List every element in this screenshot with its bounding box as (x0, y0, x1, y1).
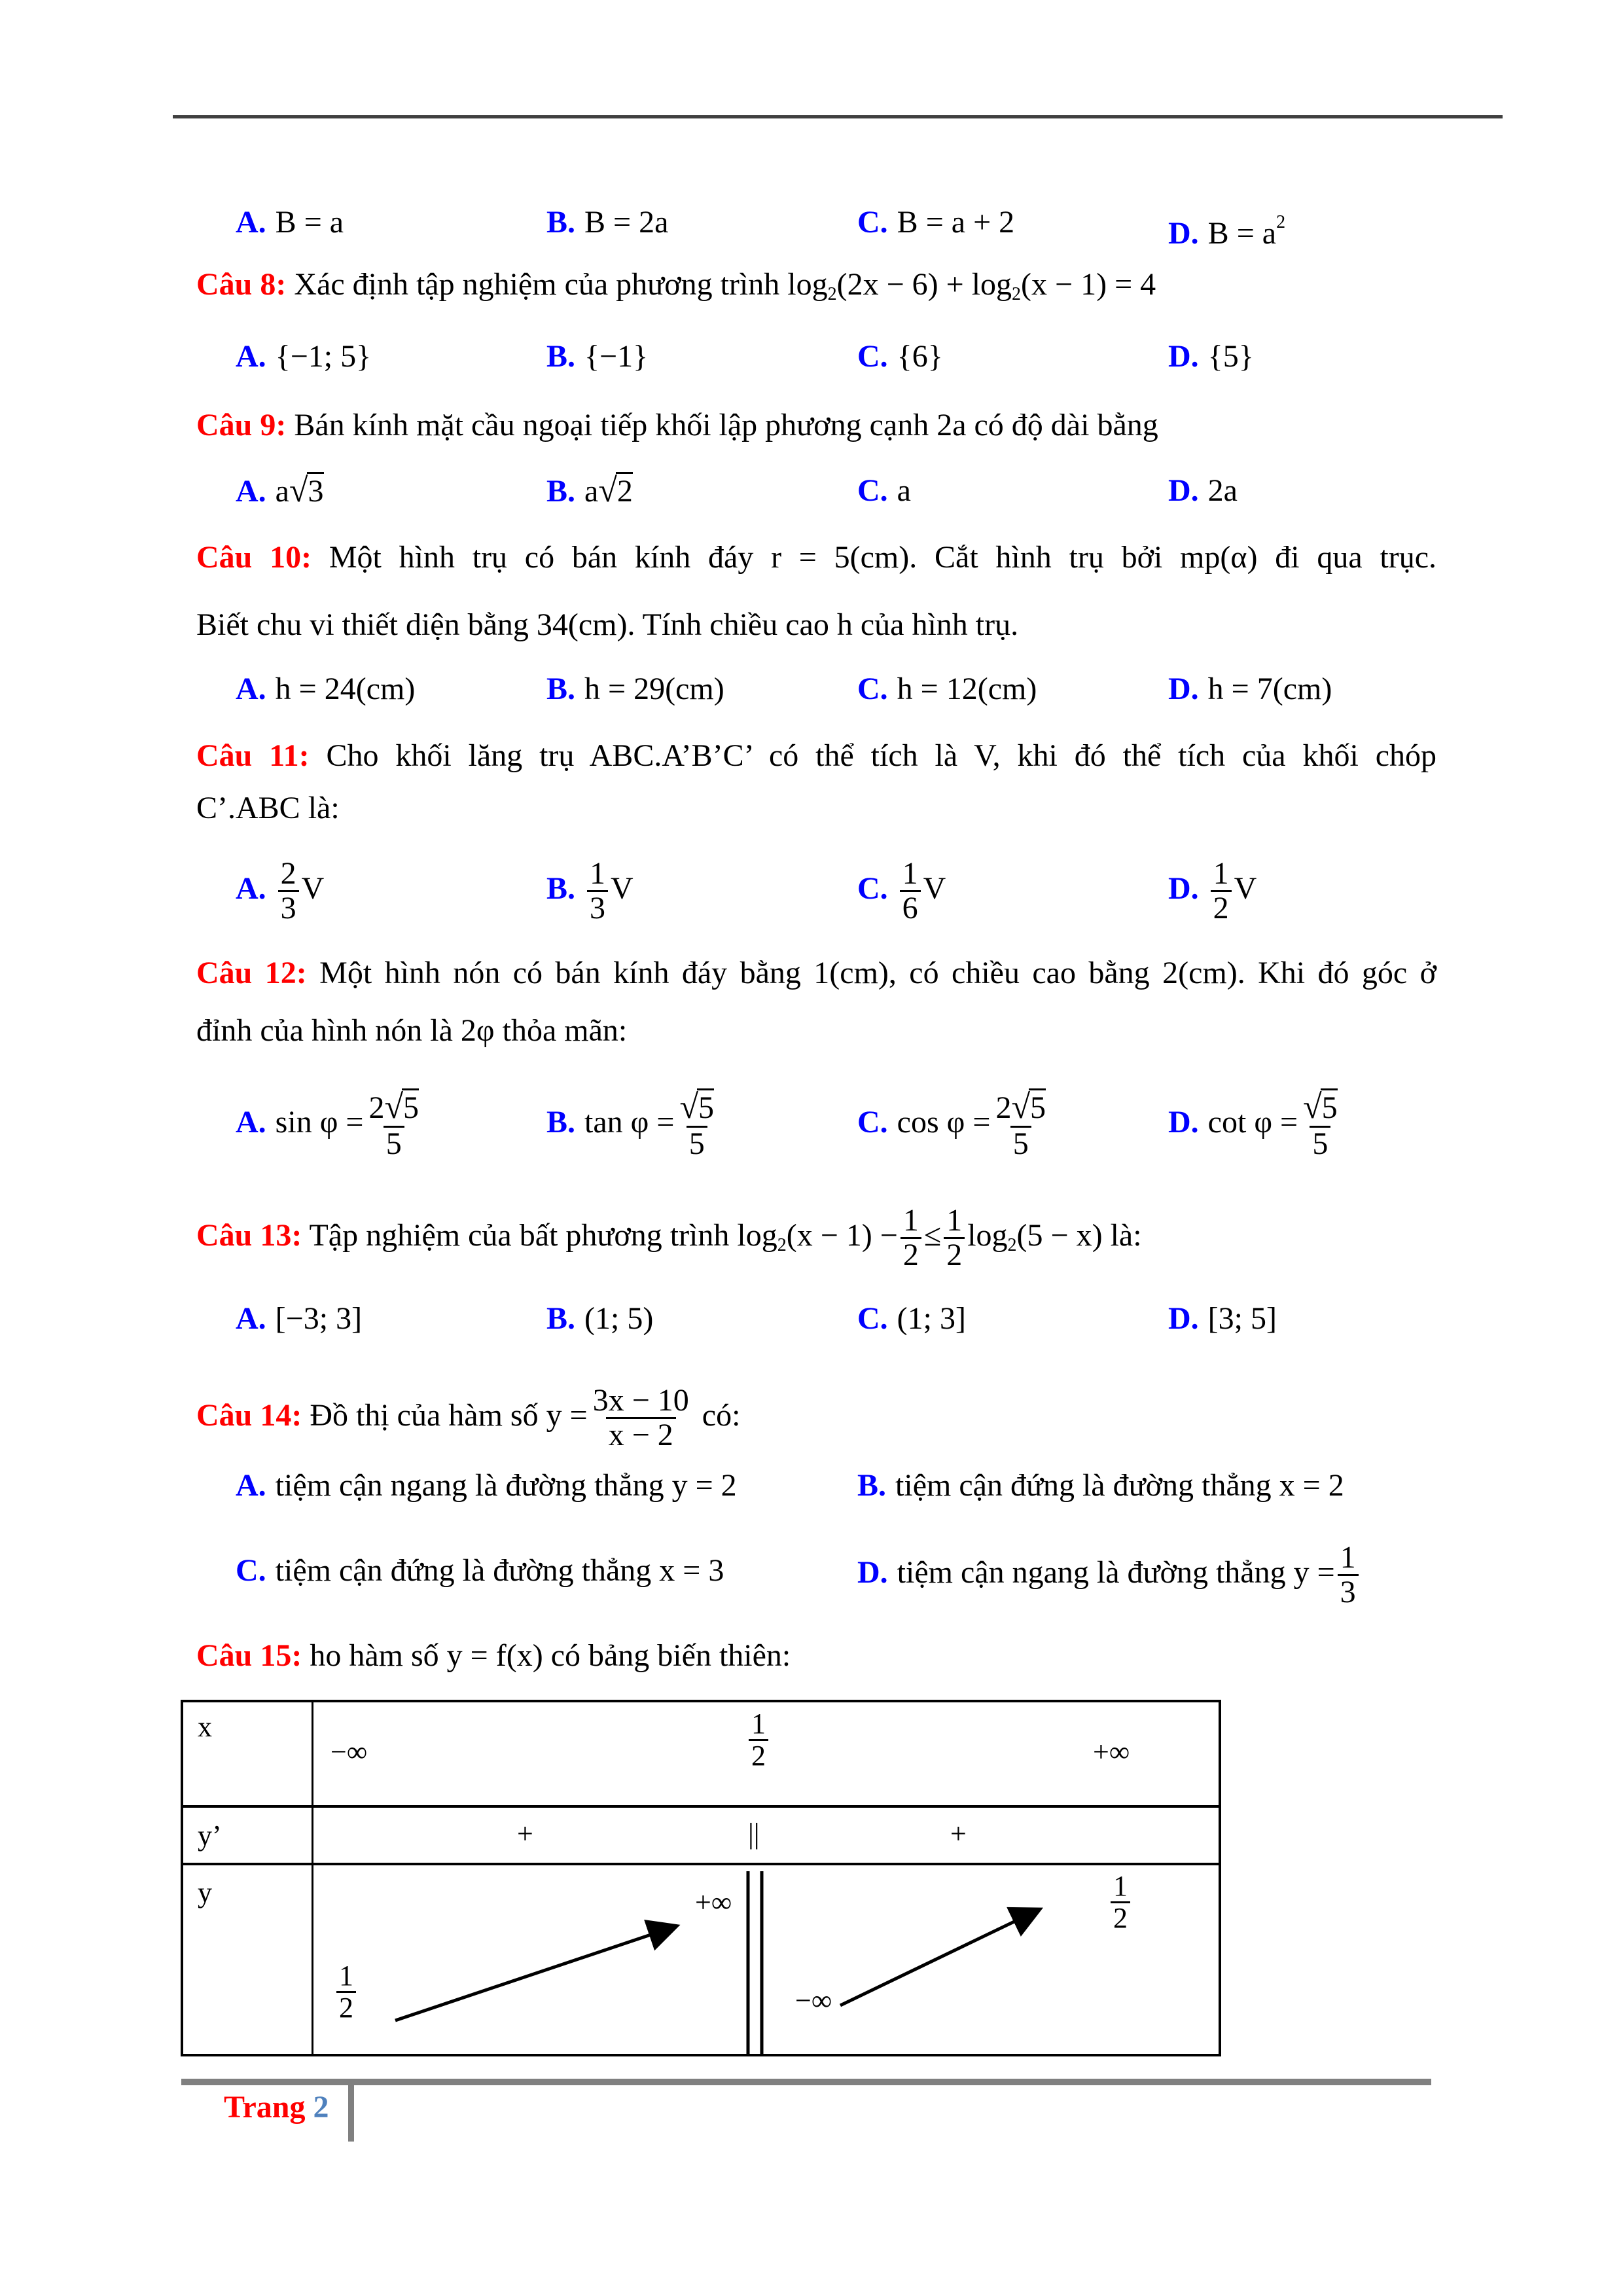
denominator: 2 (901, 1237, 921, 1272)
radicand: 2 (616, 472, 633, 509)
option-label: A. (236, 1301, 266, 1336)
q11-option-a[interactable] (236, 857, 324, 925)
sqrt-icon: √ (289, 472, 308, 509)
sqrt-icon: √ (1303, 1088, 1322, 1126)
sqrt-icon: √ (384, 1088, 404, 1126)
numerator: 1 (946, 1203, 963, 1238)
option-label: A. (236, 474, 266, 509)
increasing-arrow-icon (395, 1927, 674, 2020)
yprime-undefined-mark: || (748, 1818, 760, 1850)
numerator: 1 (1213, 856, 1229, 891)
denominator: 3 (278, 890, 299, 925)
question-11 (196, 736, 1436, 776)
coef: 2 (368, 1090, 385, 1125)
option-text: (1; 3] (897, 1301, 966, 1336)
option-label: C. (857, 473, 888, 508)
q7-option-c[interactable] (857, 203, 1014, 242)
q13-option-d[interactable] (1168, 1299, 1277, 1338)
footer-divider (348, 2085, 354, 2142)
fraction (901, 1204, 921, 1272)
option-text: B = 2a (584, 205, 669, 240)
question-11-line2 (196, 789, 340, 828)
header-rule (173, 115, 1503, 118)
question-13 (196, 1204, 1142, 1272)
option-suffix: V (301, 870, 325, 906)
option-text: h = 29(cm) (584, 672, 724, 706)
option-label: D. (857, 1554, 888, 1590)
denominator: 5 (1010, 1126, 1031, 1160)
question-label: Câu 9: (196, 408, 287, 442)
option-coef: a (275, 474, 289, 509)
option-label: C. (857, 339, 888, 374)
q8-option-d[interactable] (1168, 337, 1254, 376)
option-text: tiệm cận đứng là đường thẳng x = 2 (895, 1468, 1344, 1503)
option-text: tiệm cận đứng là đường thẳng x = 3 (275, 1553, 724, 1588)
question-text: Tập nghiệm của bất phương trình (309, 1217, 730, 1253)
q8-option-b[interactable] (546, 337, 648, 376)
option-label: B. (546, 205, 576, 240)
question-text-line1: Cho khối lăng trụ ABC.A’B’C’ có thể tích là V, khi đó thể tích của khối chóp (326, 738, 1437, 773)
q7-option-b[interactable] (546, 203, 668, 242)
q13-option-c[interactable] (857, 1299, 966, 1338)
question-label: Câu 8: (196, 267, 287, 302)
option-label: D. (1168, 672, 1199, 706)
fraction (944, 1204, 965, 1272)
option-label: B. (546, 474, 576, 509)
option-text: tiệm cận ngang là đường thẳng y = (897, 1554, 1335, 1590)
question-label: Câu 14: (196, 1397, 302, 1433)
trig-fn: sin φ = (275, 1105, 364, 1139)
question-8 (196, 265, 1156, 314)
fraction (278, 857, 299, 925)
question-text-line1: Một hình trụ có bán kính đáy r = 5(cm). Cắt hình trụ bởi mp(α) đi qua trục. (329, 540, 1437, 575)
increasing-arrow-icon (840, 1910, 1037, 2005)
yprime-sign-right: + (950, 1818, 967, 1850)
q9-option-d[interactable] (1168, 471, 1238, 511)
option-text: 2a (1207, 473, 1238, 508)
option-label: C. (857, 870, 888, 906)
option-label: D. (1168, 216, 1199, 251)
q9-option-b[interactable] (546, 471, 633, 511)
q11-option-b[interactable] (546, 857, 633, 925)
denominator: 2 (749, 1739, 768, 1771)
variation-arrows (183, 1702, 1219, 2054)
radicand: 5 (1321, 1088, 1338, 1125)
trig-fn: cot φ = (1207, 1105, 1298, 1139)
option-label: A. (236, 672, 266, 706)
fraction (587, 857, 608, 925)
fraction (1300, 1090, 1340, 1160)
footer-rule (181, 2079, 1431, 2085)
option-label: C. (857, 205, 888, 240)
option-text: a (897, 473, 911, 508)
question-text-line2: C’.ABC là: (196, 791, 340, 825)
option-label: A. (236, 1105, 266, 1139)
question-15 (196, 1636, 791, 1676)
option-label: C. (857, 672, 888, 706)
option-label: D. (1168, 339, 1199, 374)
radicand: 5 (697, 1088, 714, 1125)
option-label: B. (857, 1468, 887, 1503)
numerator: 1 (339, 1960, 353, 1992)
option-text: {6} (897, 339, 943, 374)
option-exponent: 2 (1276, 212, 1286, 232)
option-coef: a (584, 474, 599, 509)
q8-option-c[interactable] (857, 337, 943, 376)
denominator: 3 (587, 890, 608, 925)
denominator: 3 (1338, 1574, 1359, 1609)
question-label: Câu 15: (196, 1638, 302, 1673)
denominator: 5 (383, 1126, 404, 1160)
q14-option-a[interactable] (236, 1466, 737, 1505)
option-text: h = 12(cm) (897, 672, 1037, 706)
log-fn: log (971, 267, 1012, 302)
denominator: x − 2 (606, 1417, 676, 1452)
y-start-right: −∞ (795, 1984, 832, 2017)
question-label: Câu 12: (196, 956, 307, 990)
variation-table (181, 1700, 1221, 2056)
q12-option-b[interactable] (546, 1090, 719, 1160)
question-label: Câu 13: (196, 1217, 302, 1253)
trig-fn: cos φ = (897, 1105, 991, 1139)
radicand: 5 (402, 1088, 419, 1125)
sqrt-icon: √ (679, 1088, 698, 1126)
question-text: Bán kính mặt cầu ngoại tiếp khối lập phương cạnh 2a có độ dài bằng (294, 408, 1158, 442)
option-label: C. (857, 1105, 888, 1139)
question-text-line2: đỉnh của hình nón là 2φ thỏa mãn: (196, 1013, 628, 1048)
question-text-line2: Biết chu vi thiết diện bằng 34(cm). Tính chiều cao h của hình trụ. (196, 607, 1019, 642)
q10-option-d[interactable] (1168, 670, 1332, 709)
option-text: (1; 5) (584, 1301, 654, 1336)
equation-rhs: = 4 (1115, 267, 1156, 302)
question-text: ho hàm số y = f(x) có bảng biến thiên: (310, 1638, 791, 1673)
page-number (224, 2089, 329, 2125)
sqrt-icon: √ (598, 472, 617, 509)
option-label: D. (1168, 1105, 1199, 1139)
q14-option-c[interactable] (236, 1551, 724, 1590)
option-text: h = 24(cm) (275, 672, 416, 706)
numerator: 1 (1340, 1540, 1356, 1575)
page-num: 2 (313, 2090, 329, 2125)
q10-option-b[interactable] (546, 670, 724, 709)
question-tail: có: (702, 1397, 741, 1433)
denominator: 2 (1111, 1901, 1130, 1933)
log-base: 2 (827, 284, 837, 304)
y-end-left: +∞ (695, 1886, 732, 1918)
option-text: {−1; 5} (275, 339, 372, 374)
q14-option-b[interactable] (857, 1466, 1344, 1505)
question-label: Câu 10: (196, 540, 312, 575)
option-label: A. (236, 1468, 266, 1503)
q7-option-a[interactable] (236, 203, 344, 242)
log-fn: log (787, 267, 828, 302)
question-12 (196, 954, 1436, 993)
option-label: D. (1168, 473, 1199, 508)
question-tail: là: (1110, 1217, 1142, 1253)
q10-option-a[interactable] (236, 670, 415, 709)
fraction (900, 857, 921, 925)
function-lhs: y = (546, 1397, 588, 1433)
option-label: C. (236, 1553, 266, 1588)
option-label: B. (546, 672, 576, 706)
option-label: D. (1168, 870, 1199, 906)
radicand: 3 (307, 472, 324, 509)
option-label: B. (546, 339, 576, 374)
fraction (1211, 857, 1232, 925)
option-text: [−3; 3] (275, 1301, 363, 1336)
option-label: B. (546, 1105, 576, 1139)
log-base: 2 (1012, 284, 1022, 304)
fraction (1338, 1541, 1359, 1609)
log-arg: (5 − x) (1016, 1217, 1103, 1253)
denominator: 5 (1310, 1126, 1330, 1160)
sqrt-icon: √ (1011, 1088, 1030, 1126)
log-base: 2 (777, 1234, 787, 1255)
q11-option-c[interactable] (857, 857, 946, 925)
log-arg: (x − 1) (1021, 267, 1107, 302)
option-text: B = a (275, 205, 344, 240)
option-label: B. (546, 870, 576, 906)
q13-option-b[interactable] (546, 1299, 653, 1338)
q8-option-a[interactable] (236, 337, 371, 376)
q14-option-d[interactable] (857, 1541, 1361, 1609)
inequality (737, 1203, 1110, 1273)
q9-option-c[interactable] (857, 471, 911, 511)
log-fn: log (967, 1217, 1008, 1253)
row-label-x: x (198, 1711, 212, 1743)
denominator: 2 (336, 1991, 356, 2023)
page-word: Trang (224, 2090, 306, 2125)
option-text: {−1} (584, 339, 649, 374)
numerator: 1 (902, 1203, 919, 1238)
option-suffix: V (923, 870, 946, 906)
option-text: h = 7(cm) (1207, 672, 1332, 706)
question-12-line2 (196, 1011, 627, 1050)
question-10-line2 (196, 605, 1018, 645)
q9-option-a[interactable] (236, 471, 324, 511)
question-9 (196, 406, 1158, 445)
fraction (590, 1384, 692, 1452)
plus-sign: + (946, 267, 964, 302)
numerator: 1 (751, 1708, 766, 1740)
numerator: 2 (280, 856, 296, 891)
row-label-y: y (198, 1876, 212, 1909)
leq-sign: ≤ (923, 1217, 942, 1253)
option-label: A. (236, 205, 266, 240)
option-suffix: V (1234, 870, 1257, 906)
numerator: 3x − 10 (592, 1383, 689, 1418)
radicand: 5 (1029, 1088, 1046, 1125)
fraction (366, 1090, 421, 1160)
numerator (1300, 1090, 1340, 1126)
option-text: B = a + 2 (897, 205, 1015, 240)
option-text: tiệm cận ngang là đường thẳng y = 2 (275, 1468, 737, 1503)
option-suffix: V (611, 870, 633, 906)
option-label: C. (857, 1301, 888, 1336)
q7-option-d[interactable] (1168, 203, 1285, 253)
x-neg-inf: −∞ (330, 1736, 368, 1768)
q12-option-d[interactable] (1168, 1090, 1343, 1160)
log-arg: (x − 1) − (786, 1217, 898, 1253)
numerator: 1 (590, 856, 606, 891)
q11-option-d[interactable] (1168, 857, 1257, 925)
question-text: Đồ thị của hàm số (310, 1397, 539, 1433)
log-arg: (2x − 6) (836, 267, 938, 302)
numerator (366, 1090, 421, 1126)
numerator (677, 1090, 717, 1126)
denominator: 2 (1211, 890, 1232, 925)
question-text: Xác định tập nghiệm của phương trình (294, 267, 780, 302)
numerator (993, 1090, 1048, 1126)
q12-option-a[interactable] (236, 1090, 424, 1160)
denominator: 6 (900, 890, 921, 925)
fraction (677, 1090, 717, 1160)
option-text: {5} (1207, 339, 1254, 374)
row-label-yprime: y’ (198, 1820, 222, 1852)
fraction (993, 1090, 1048, 1160)
q13-option-a[interactable] (236, 1299, 362, 1338)
log-fn: log (737, 1217, 777, 1253)
q10-option-c[interactable] (857, 670, 1037, 709)
option-text: [3; 5] (1207, 1301, 1277, 1336)
denominator: 2 (944, 1237, 965, 1272)
option-label: D. (1168, 1301, 1199, 1336)
equation (787, 267, 1156, 302)
option-label: B. (546, 1301, 576, 1336)
numerator: 1 (1113, 1870, 1128, 1902)
question-label: Câu 11: (196, 738, 310, 773)
question-14 (196, 1384, 740, 1452)
option-label: A. (236, 870, 266, 906)
trig-fn: tan φ = (584, 1105, 675, 1139)
numerator: 1 (902, 856, 918, 891)
yprime-sign-left: + (517, 1818, 533, 1850)
denominator: 5 (687, 1126, 707, 1160)
option-label: A. (236, 339, 266, 374)
x-pos-inf: +∞ (1093, 1736, 1130, 1768)
q12-option-c[interactable] (857, 1090, 1051, 1160)
question-10 (196, 538, 1436, 577)
option-text: B = a (1207, 216, 1277, 251)
question-text-line1: Một hình nón có bán kính đáy bằng 1(cm), có chiều cao bằng 2(cm). Khi đó góc ở (319, 956, 1436, 990)
coef: 2 (995, 1090, 1012, 1125)
log-base: 2 (1007, 1234, 1017, 1255)
